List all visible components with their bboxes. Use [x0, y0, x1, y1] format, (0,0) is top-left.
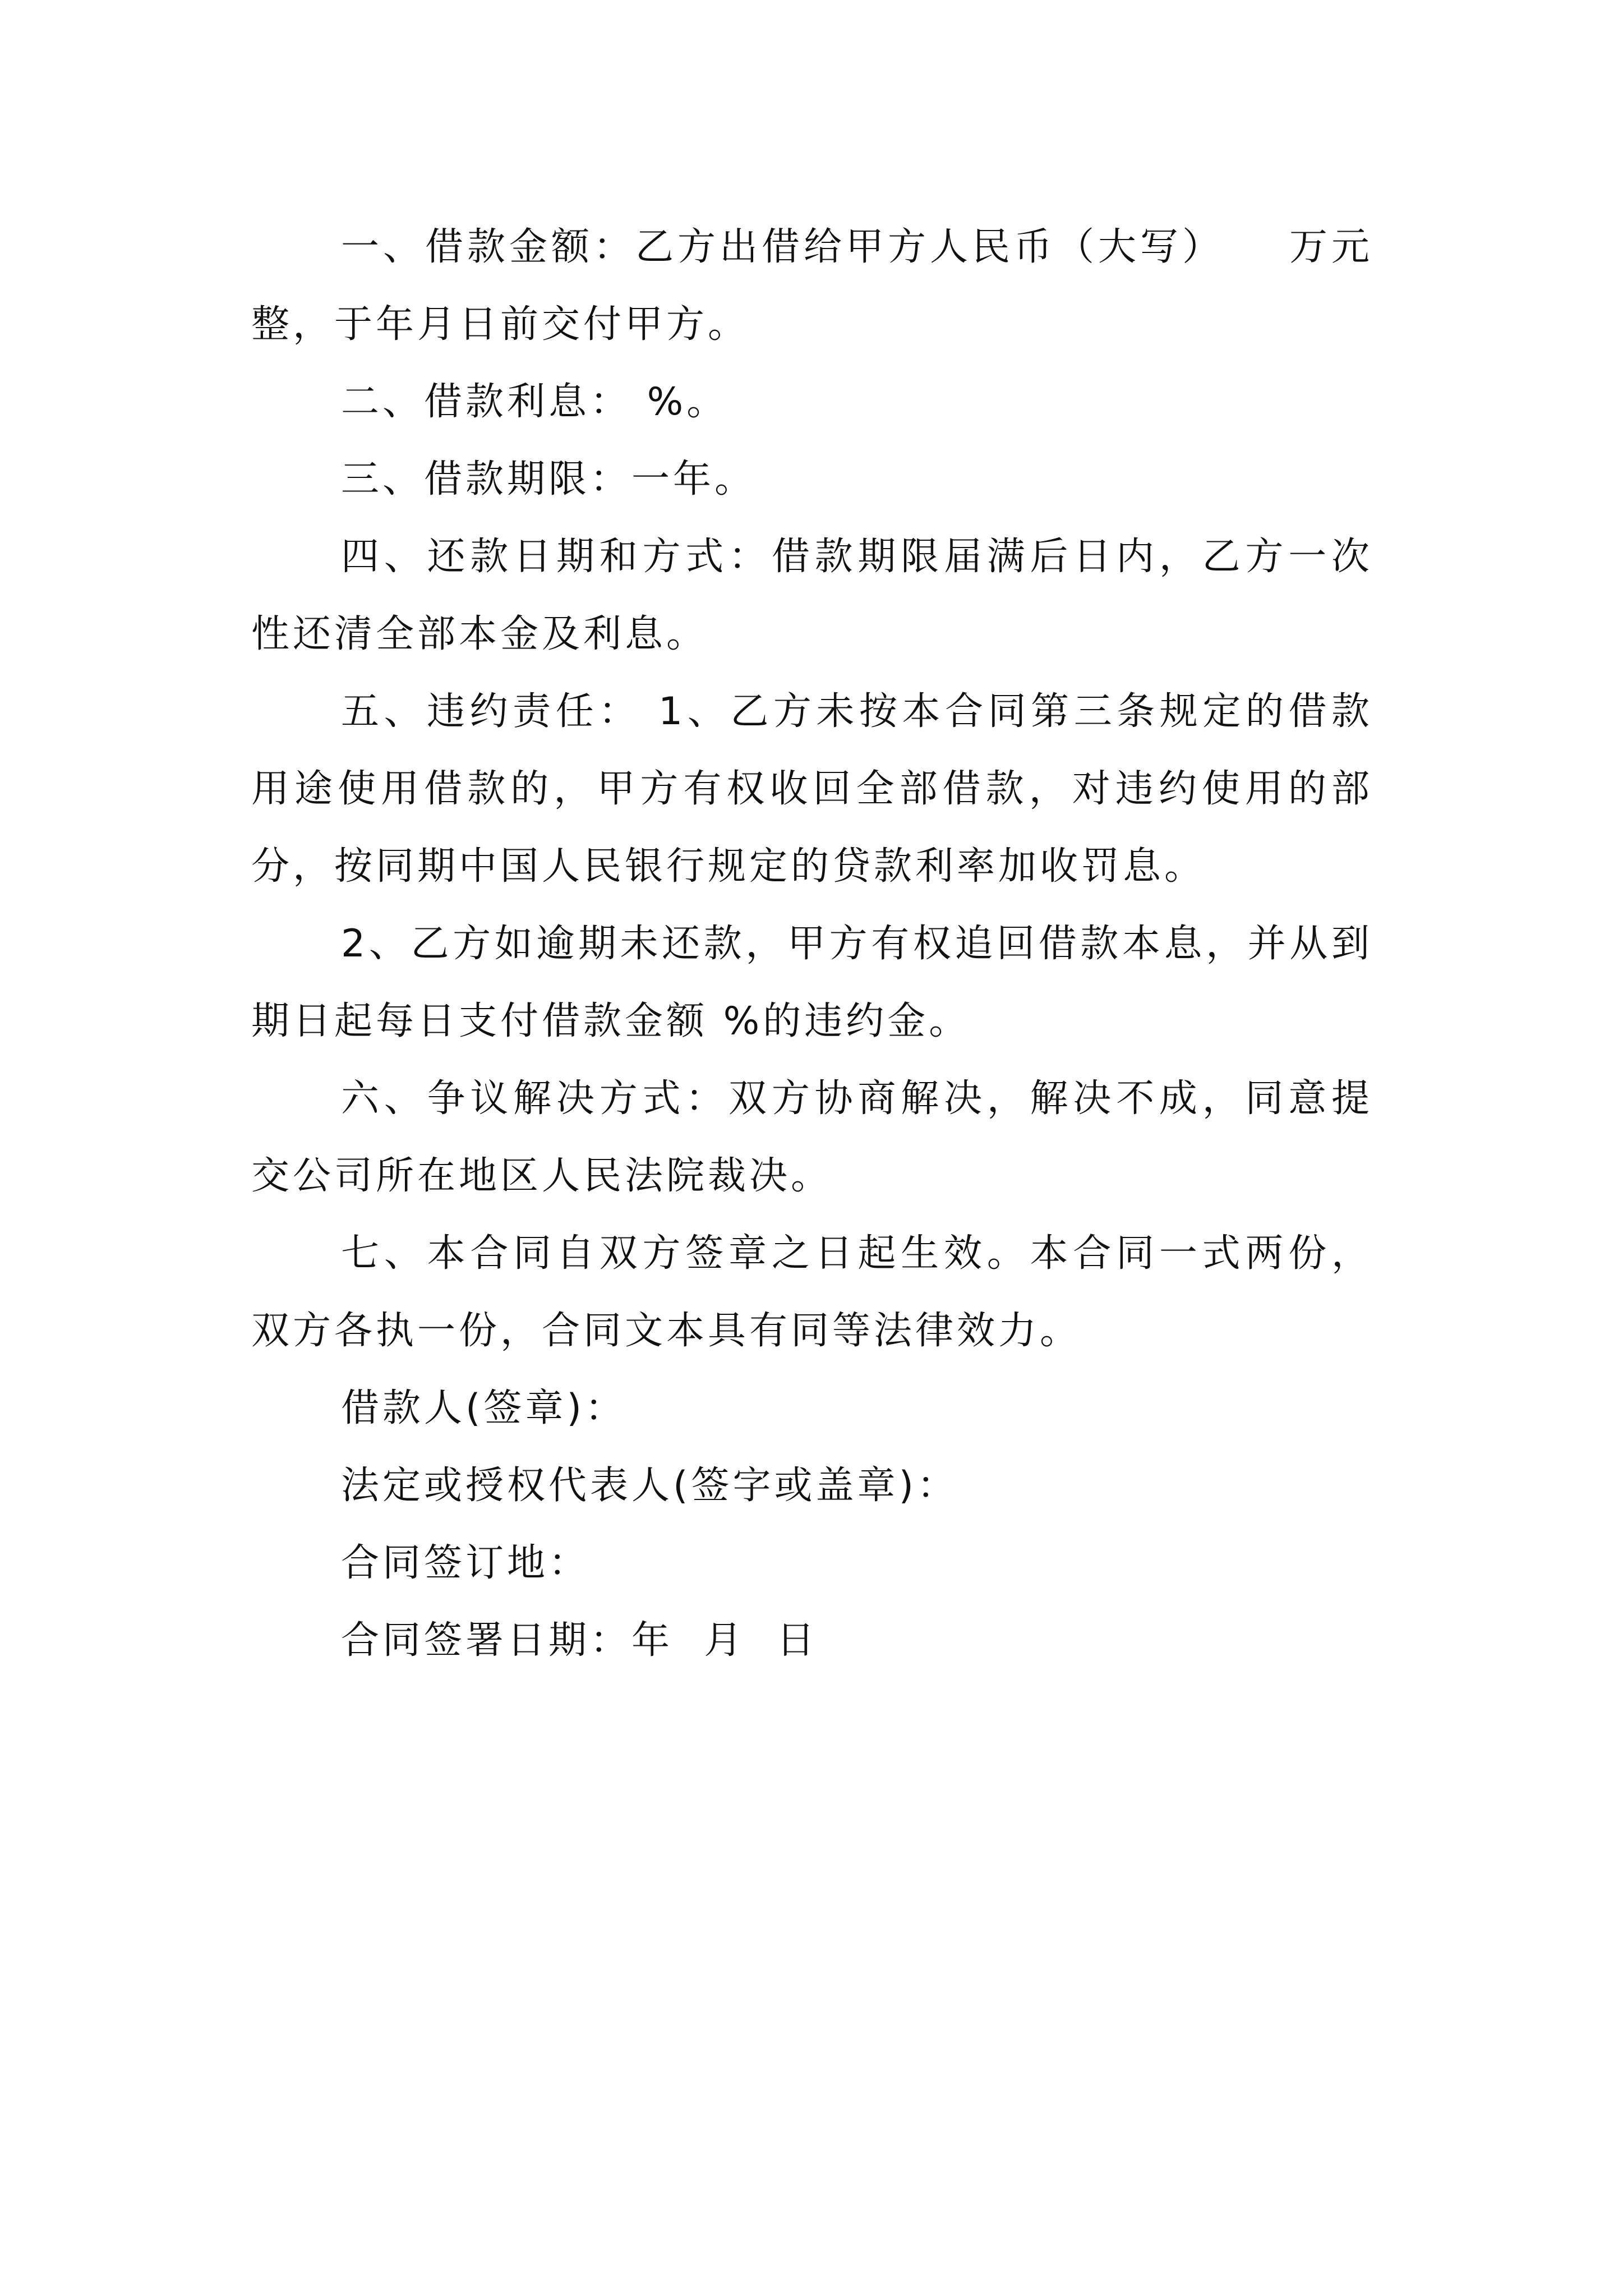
signing-place-line: 合同签订地： — [341, 1541, 591, 1585]
clause-loan-amount: 一、借款金额：乙方出借给甲方人民币（大写） 万元整，于年月日前交付甲方。 — [251, 225, 1373, 347]
borrower-signature-line: 借款人(签章)： — [341, 1386, 627, 1430]
signing-date-line: 合同签署日期：年 月 日 — [341, 1618, 818, 1663]
clause-effect: 七、本合同自双方签章之日起生效。本合同一式两份，双方各执一份，合同文本具有同等法律效力。 — [251, 1231, 1373, 1353]
clause-repayment: 四、还款日期和方式：借款期限届满后日内，乙方一次性还清全部本金及利息。 — [251, 535, 1373, 656]
clause-dispute: 六、争议解决方式：双方协商解决，解决不成，同意提交公司所在地区人民法院裁决。 — [251, 1076, 1373, 1198]
representative-signature-line: 法定或授权代表人(签字或盖章)： — [341, 1464, 959, 1508]
clause-loan-interest: 二、借款利息： %。 — [341, 380, 728, 424]
clause-loan-term: 三、借款期限：一年。 — [341, 457, 757, 501]
clause-liability-1: 五、违约责任： 1、乙方未按本合同第三条规定的借款用途使用借款的，甲方有权收回全部借款，对违约使用的部分，按同期中国人民银行规定的贷款利率加收罚息。 — [251, 689, 1373, 889]
contract-body — [251, 209, 1373, 1680]
clause-liability-2: 2、乙方如逾期未还款，甲方有权追回借款本息，并从到期日起每日支付借款金额 %的违约金。 — [251, 922, 1373, 1043]
